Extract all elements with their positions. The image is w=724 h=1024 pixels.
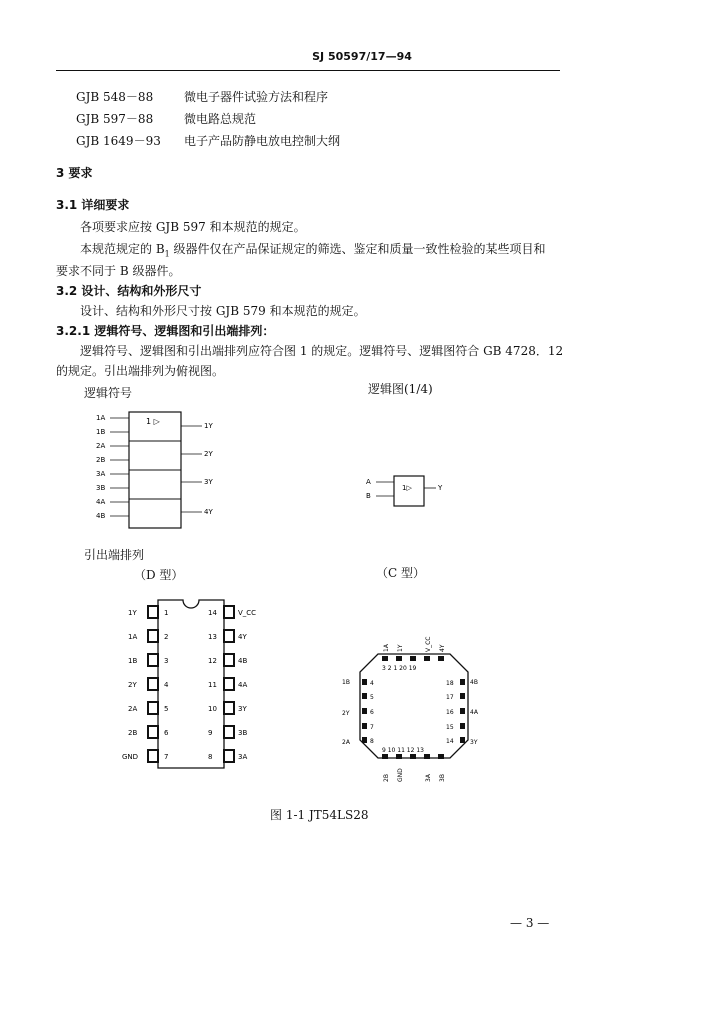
lcc-bottom-name: 3B	[439, 774, 446, 782]
dip-pin	[128, 702, 168, 714]
logic-diagram-gate	[362, 470, 452, 514]
paragraph: 各项要求应按 GJB 597 和本规范的规定。	[80, 220, 306, 234]
dip-pin	[208, 654, 247, 666]
svg-text:3Y: 3Y	[238, 705, 247, 713]
svg-text:1A: 1A	[128, 633, 138, 641]
svg-text:4A: 4A	[238, 681, 248, 689]
section-3-heading: 3 要求	[56, 166, 93, 180]
svg-text:1B: 1B	[128, 657, 138, 665]
svg-text:4B: 4B	[238, 657, 248, 665]
svg-text:14: 14	[208, 609, 217, 617]
input-label: 2A	[96, 442, 106, 450]
reference-code: GJB 548－88	[76, 90, 154, 104]
dip-pin	[128, 654, 168, 666]
dip-pin	[208, 630, 247, 642]
svg-text:2A: 2A	[128, 705, 138, 713]
lcc-top-name: 1A	[383, 644, 390, 652]
logic-symbol	[84, 408, 234, 532]
svg-text:14: 14	[446, 738, 454, 745]
output-label: 3Y	[204, 478, 213, 486]
dip-pin	[128, 606, 168, 618]
lcc-right-name: 4B	[470, 679, 478, 686]
lcc-bottom-name: 2B	[383, 774, 390, 782]
lcc-bottom-numbers: 9 10 11 12 13	[382, 747, 424, 754]
paragraph: 要求不同于 B 级器件。	[56, 264, 181, 278]
input-label: 4B	[96, 512, 106, 520]
output-label: 2Y	[204, 450, 213, 458]
c-package-lcc	[338, 636, 498, 786]
dip-pin	[128, 678, 169, 690]
input-label: 2B	[96, 456, 106, 464]
logic-symbol-label: 逻辑符号	[84, 386, 133, 400]
svg-text:4: 4	[164, 681, 169, 689]
input-label: 3B	[96, 484, 106, 492]
reference-title: 微电子器件试验方法和程序	[184, 90, 329, 104]
dip-pin	[208, 750, 247, 762]
input-label: 4A	[96, 498, 106, 506]
svg-text:8: 8	[370, 738, 374, 745]
input-label: A	[366, 478, 371, 486]
svg-text:6: 6	[370, 709, 374, 716]
svg-text:2B: 2B	[128, 729, 138, 737]
d-package-dip	[110, 596, 280, 772]
section-3-1-heading: 3.1 详细要求	[56, 198, 130, 212]
svg-text:5: 5	[370, 694, 374, 701]
lcc-bottom-name: 3A	[425, 774, 432, 782]
lcc-top-name: V_CC	[425, 636, 432, 652]
svg-text:2: 2	[164, 633, 169, 641]
c-package-label: （C 型）	[376, 566, 425, 580]
figure-caption: 图 1-1 JT54LS28	[270, 808, 369, 822]
dip-pin	[208, 606, 256, 618]
svg-text:V_CC: V_CC	[238, 609, 257, 617]
section-3-2-heading: 3.2 设计、结构和外形尺寸	[56, 284, 202, 298]
lcc-bottom-name: GND	[397, 768, 404, 782]
lcc-top-name: 1Y	[397, 644, 404, 652]
gate-mark: 1 ▷	[146, 417, 160, 426]
pinout-label: 引出端排列	[84, 548, 145, 562]
svg-text:11: 11	[208, 681, 217, 689]
svg-text:7: 7	[370, 724, 374, 731]
paragraph: 设计、结构和外形尺寸按 GJB 579 和本规范的规定。	[80, 304, 366, 318]
output-label: 1Y	[204, 422, 213, 430]
svg-text:6: 6	[164, 729, 169, 737]
svg-text:10: 10	[208, 705, 217, 713]
standard-code-header: SJ 50597/17—94	[312, 50, 412, 63]
svg-text:8: 8	[208, 753, 213, 761]
paragraph: 本规范规定的 $B_1$ 级器件仅在产品保证规定的筛选、鉴定和质量一致性检验的某些项目和	[80, 242, 546, 259]
lcc-top-name: 4Y	[439, 644, 446, 652]
logic-diagram-label: 逻辑图(1/4)	[368, 382, 433, 396]
d-package-label: （D 型）	[134, 568, 184, 582]
reference-code: GJB 597－88	[76, 112, 154, 126]
lcc-left-name: 2A	[342, 739, 350, 746]
dip-pin	[208, 726, 247, 738]
lcc-right-name: 4A	[470, 709, 478, 716]
lcc-left-name: 2Y	[342, 710, 350, 717]
reference-code: GJB 1649－93	[76, 134, 161, 148]
svg-text:2Y: 2Y	[128, 681, 137, 689]
svg-text:3B: 3B	[238, 729, 248, 737]
svg-text:7: 7	[164, 753, 169, 761]
input-label: 3A	[96, 470, 106, 478]
svg-text:4Y: 4Y	[238, 633, 247, 641]
svg-text:17: 17	[446, 694, 454, 701]
dip-pin	[208, 678, 247, 690]
svg-text:3A: 3A	[238, 753, 248, 761]
header-rule	[56, 70, 560, 71]
page-number: — 3 —	[510, 916, 550, 930]
svg-text:16: 16	[446, 709, 454, 716]
output-label: Y	[438, 484, 443, 492]
reference-title: 电子产品防静电放电控制大纲	[184, 134, 341, 148]
svg-text:12: 12	[208, 657, 217, 665]
svg-text:13: 13	[208, 633, 217, 641]
svg-text:4: 4	[370, 680, 374, 687]
svg-text:1: 1	[164, 609, 169, 617]
dip-pin	[208, 702, 247, 714]
input-label: B	[366, 492, 371, 500]
dip-pin	[122, 750, 168, 762]
paragraph: 逻辑符号、逻辑图和引出端排列应符合图 1 的规定。逻辑符号、逻辑图符合 GB 4728．12	[80, 344, 564, 358]
output-label: 4Y	[204, 508, 213, 516]
reference-title: 微电路总规范	[184, 112, 257, 126]
svg-text:5: 5	[164, 705, 169, 713]
svg-text:15: 15	[446, 724, 454, 731]
input-label: 1B	[96, 428, 106, 436]
svg-text:GND: GND	[122, 753, 139, 761]
svg-text:1Y: 1Y	[128, 609, 137, 617]
gate-mark: 1▷	[402, 484, 412, 492]
svg-text:18: 18	[446, 680, 454, 687]
paragraph: 的规定。引出端排列为俯视图。	[56, 364, 225, 378]
lcc-right-name: 3Y	[470, 739, 478, 746]
lcc-left-name: 1B	[342, 679, 350, 686]
svg-text:9: 9	[208, 729, 213, 737]
lcc-top-numbers: 3 2 1 20 19	[382, 665, 417, 672]
input-label: 1A	[96, 414, 106, 422]
dip-pin	[128, 630, 168, 642]
dip-pin	[128, 726, 169, 738]
svg-text:3: 3	[164, 657, 169, 665]
section-3-2-1-heading: 3.2.1 逻辑符号、逻辑图和引出端排列：	[56, 324, 275, 338]
